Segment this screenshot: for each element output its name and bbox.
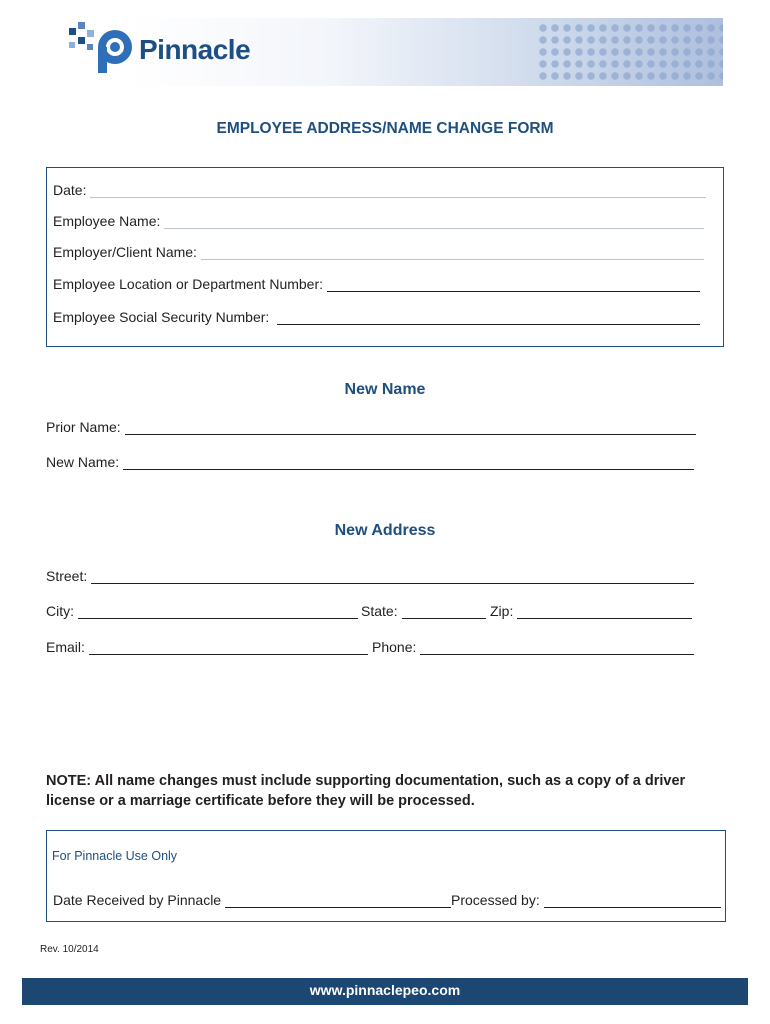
- form-title: EMPLOYEE ADDRESS/NAME CHANGE FORM: [216, 120, 554, 137]
- new-name-label: New Name:: [46, 454, 120, 470]
- prior-name-row: [46, 419, 696, 435]
- state-row: [361, 603, 486, 619]
- prior-name-label: Prior Name:: [46, 419, 121, 435]
- ssn-label: Employee Social Security Number:: [53, 309, 270, 325]
- website-link[interactable]: www.pinnaclepeo.com: [309, 982, 461, 998]
- zip-row: [490, 603, 692, 619]
- location-department-field[interactable]: [327, 278, 700, 292]
- zip-label: Zip:: [490, 603, 514, 619]
- email-row: [46, 639, 368, 655]
- employer-client-row: [53, 244, 704, 260]
- date-label: Date:: [53, 182, 87, 198]
- pinnacle-logo-mark-icon: [67, 20, 139, 80]
- office-use-box: [46, 830, 726, 922]
- date-row: [53, 182, 706, 198]
- revision-label: Rev. 10/2014: [40, 944, 99, 955]
- header: [67, 18, 723, 86]
- street-row: [46, 568, 694, 584]
- new-address-title: New Address: [334, 522, 436, 539]
- state-label: State:: [361, 603, 398, 619]
- prior-name-field[interactable]: [125, 421, 696, 435]
- employee-name-label: Employee Name:: [53, 213, 161, 229]
- employee-name-field[interactable]: [164, 215, 704, 229]
- ssn-row: [53, 309, 700, 325]
- processed-by-label: Processed by:: [451, 892, 540, 908]
- office-use-title: For Pinnacle Use Only: [52, 849, 178, 863]
- processed-by-row: [451, 892, 721, 908]
- header-dot-pattern: [537, 22, 723, 82]
- date-received-field[interactable]: [225, 894, 451, 908]
- documentation-note: NOTE: All name changes must include supporting documentation, such as a copy of a driver license or a marriage certificate before they will be processed.: [46, 773, 686, 809]
- employer-client-label: Employer/Client Name:: [53, 244, 197, 260]
- location-department-label: Employee Location or Department Number:: [53, 276, 324, 292]
- new-name-field[interactable]: [123, 456, 694, 470]
- city-field[interactable]: [78, 605, 358, 619]
- phone-row: [372, 639, 694, 655]
- ssn-field[interactable]: [277, 311, 700, 325]
- phone-label: Phone:: [372, 639, 417, 655]
- logo: [67, 20, 267, 80]
- new-name-title: New Name: [344, 381, 426, 398]
- processed-by-field[interactable]: [544, 894, 721, 908]
- location-department-row: [53, 276, 700, 292]
- email-label: Email:: [46, 639, 85, 655]
- zip-field[interactable]: [517, 605, 692, 619]
- city-row: [46, 603, 358, 619]
- email-field[interactable]: [89, 641, 368, 655]
- state-field[interactable]: [402, 605, 486, 619]
- date-field[interactable]: [90, 184, 706, 198]
- new-name-row: [46, 454, 694, 470]
- employer-client-field[interactable]: [201, 246, 704, 260]
- street-field[interactable]: [91, 570, 694, 584]
- employee-name-row: [53, 213, 704, 229]
- city-label: City:: [46, 603, 74, 619]
- phone-field[interactable]: [420, 641, 694, 655]
- footer-bar: [22, 978, 748, 1005]
- street-label: Street:: [46, 568, 88, 584]
- date-received-row: [53, 892, 451, 908]
- logo-text: Pinnacle: [139, 34, 251, 65]
- date-received-label: Date Received by Pinnacle: [53, 892, 222, 908]
